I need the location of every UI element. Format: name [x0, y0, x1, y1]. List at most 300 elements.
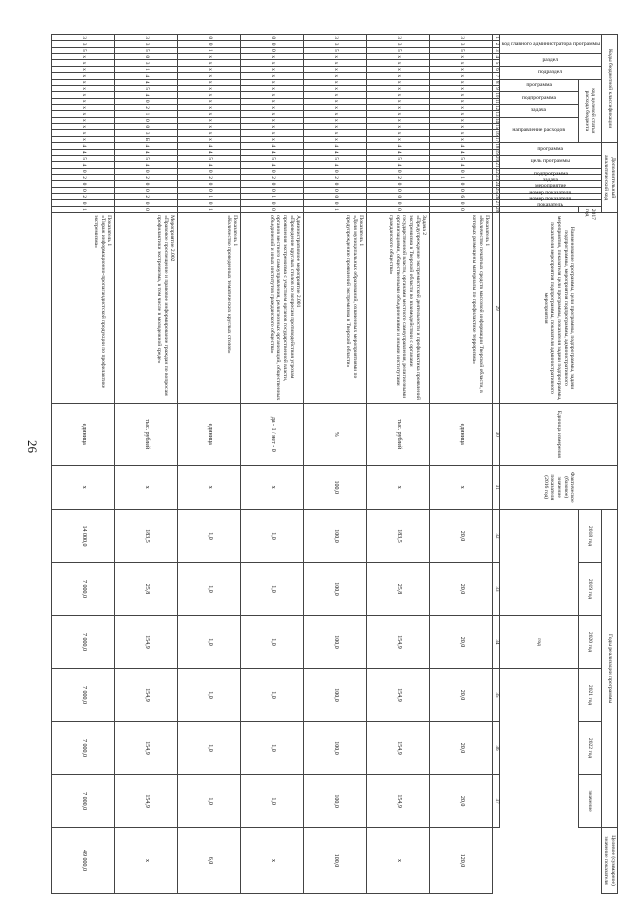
code-cell: 4 [430, 149, 493, 155]
code-cell: х [241, 111, 304, 117]
code-cell: х [52, 98, 115, 104]
column-number: 31 [493, 465, 500, 510]
code-cell: 0 [304, 187, 367, 193]
row-unit: единица [430, 404, 493, 465]
column-number: 19 [494, 149, 500, 155]
value-2018: 1,0 [241, 563, 304, 616]
column-number: 6 [494, 68, 500, 71]
code-cell: 0 [115, 206, 178, 212]
column-number: 9 [494, 87, 500, 90]
code-cell: 4 [367, 162, 430, 168]
code-cell: 3 [304, 41, 367, 47]
value-2017: 14 000,0 [52, 510, 115, 563]
code-cell: 0 [178, 181, 241, 187]
y2022-header: 2022 год [578, 722, 601, 775]
y2021-header: 2021 год [578, 669, 601, 722]
code-cell: х [178, 136, 241, 142]
code-cell: х [241, 92, 304, 98]
code-cell: х [304, 111, 367, 117]
code-cell: 5 [52, 47, 115, 53]
row-target: х [115, 828, 178, 894]
code-cell: 4 [115, 79, 178, 85]
column-number: 34 [493, 616, 500, 669]
table-row [241, 35, 304, 894]
code-cell: х [304, 73, 367, 79]
value-2022: 154,9 [115, 775, 178, 828]
column-number: 11 [494, 98, 500, 104]
column-number: 21 [494, 162, 500, 168]
subsection-header: подраздел [538, 69, 563, 76]
row-target: 100,0 [304, 828, 367, 894]
event-direction-header: направление расходов [512, 126, 566, 133]
code-cell: х [178, 79, 241, 85]
code-cell: х [304, 66, 367, 72]
code-cell: 0 [52, 187, 115, 193]
code-cell: 1 [304, 206, 367, 212]
code-cell: 0 [430, 187, 493, 193]
value-2020: 7 000,0 [52, 669, 115, 722]
row-fact: 100,0 [304, 465, 367, 510]
code-cell: х [304, 54, 367, 60]
code-cell: х [178, 104, 241, 110]
column-number: 26 [494, 194, 500, 200]
code-cell: х [52, 85, 115, 91]
code-cell: х [52, 54, 115, 60]
task-header: задача [531, 107, 547, 114]
table-row [367, 35, 430, 894]
code-cell: х [241, 66, 304, 72]
table-row [304, 35, 367, 894]
column-number: 37 [493, 775, 500, 828]
program-header: программа [537, 145, 564, 152]
value-2018: 25,8 [367, 563, 430, 616]
code-cell: х [430, 54, 493, 60]
code-cell: 0 [430, 181, 493, 187]
value-2019: 1,0 [241, 616, 304, 669]
code-cell: х [430, 92, 493, 98]
value-2021: 100,0 [304, 722, 367, 775]
value-2022: 1,0 [241, 775, 304, 828]
years-header: Годы реализации программы [601, 510, 617, 828]
column-number: 2 [494, 42, 500, 46]
code-cell: 0 [115, 181, 178, 187]
code-cell: х [367, 104, 430, 110]
row-target: 6,0 [178, 828, 241, 894]
code-cell: 0 [367, 206, 430, 212]
code-cell: 0 [115, 200, 178, 206]
code-cell: 1 [115, 111, 178, 117]
code-cell: 6 [430, 194, 493, 200]
code-cell: 4 [115, 143, 178, 149]
code-cell: х [52, 60, 115, 66]
code-cell: 3 [52, 41, 115, 47]
code-cell: 1 [430, 174, 493, 180]
column-number: 5 [494, 61, 500, 65]
row-unit: % [304, 404, 367, 465]
code-cell: 3 [430, 41, 493, 47]
code-cell: 1 [52, 206, 115, 212]
code-cell: 0 [241, 206, 304, 212]
code-cell: 3 [52, 35, 115, 41]
code-cell: 0 [430, 168, 493, 174]
code-cell: х [304, 117, 367, 123]
year-header: год [500, 616, 578, 669]
event-col-header: мероприятие [535, 183, 566, 190]
code-cell: 5 [367, 155, 430, 161]
code-cell: 2 [52, 194, 115, 200]
code-cell: х [430, 111, 493, 117]
code-cell: 5 [178, 155, 241, 161]
value-2017: 100,0 [304, 510, 367, 563]
code-cell: х [367, 92, 430, 98]
column-number: 10 [494, 92, 500, 98]
row-fact: х [178, 465, 241, 510]
row-name: Задача 2 «Предупреждение экстремистской деятельности и профилактика проявлений экстремизма в Тверской области во взаимодействии с органами государственной власти, органами местного самоуправления, религиозными организациями, общественными объединениями и иными институтами гражданского общества» [367, 213, 430, 404]
name-header: Наименование программы, цели программы, подпрограммы, задачи подпрограммы, мероприятия подпрограммы, административного мероприятия, показателя цели программы, показателя задачи подпрограммы, показателя мероприятия подпрограммы, показателя административного мероприятия [500, 213, 618, 404]
code-cell: 0 [115, 124, 178, 130]
row-target: х [241, 828, 304, 894]
code-cell: 2 [367, 174, 430, 180]
code-cell: х [241, 98, 304, 104]
code-cell: 4 [115, 73, 178, 79]
value-2020: 100,0 [304, 669, 367, 722]
column-number: 23 [494, 175, 500, 181]
value-2021: 154,9 [367, 722, 430, 775]
value-2019: 154,9 [115, 616, 178, 669]
code-cell: 4 [115, 149, 178, 155]
value-2018: 25,8 [115, 563, 178, 616]
section-header: раздел [542, 56, 559, 63]
code-cell: х [430, 104, 493, 110]
subprogram-header: программа [526, 82, 552, 89]
code-cell: х [52, 117, 115, 123]
code-cell: 4 [304, 149, 367, 155]
code-cell: х [430, 60, 493, 66]
column-number: 33 [493, 563, 500, 616]
code-cell: х [430, 66, 493, 72]
code-cell: х [430, 117, 493, 123]
code-cell: 0 [367, 168, 430, 174]
row-unit: единица [178, 404, 241, 465]
column-number: 28 [494, 206, 500, 212]
value-2020: 154,9 [115, 669, 178, 722]
code-cell: 0 [241, 41, 304, 47]
indicator-type-header: показатель [537, 202, 564, 209]
code-cell: 0 [178, 41, 241, 47]
value-2021: 1,0 [178, 722, 241, 775]
code-cell: 0 [115, 117, 178, 123]
code-cell: 5 [241, 155, 304, 161]
code-cell: 4 [241, 149, 304, 155]
code-cell: х [304, 130, 367, 136]
y2020-header: 2020 год [578, 616, 601, 669]
row-target: 120,0 [430, 828, 493, 894]
budget-class-header: Коды бюджетной классификации [601, 35, 617, 143]
rotated-table-wrapper [80, 34, 618, 894]
program-table [51, 34, 618, 894]
value-2017: 20,0 [430, 510, 493, 563]
table-row [430, 35, 493, 894]
row-fact: х [241, 465, 304, 510]
code-cell: 0 [304, 200, 367, 206]
value-2018: 7 000,0 [52, 563, 115, 616]
expense-class-header: код целевой статьи расхода бюджета [578, 79, 601, 143]
value-2020: 154,9 [367, 669, 430, 722]
code-cell: 0 [430, 200, 493, 206]
code-cell: 4 [304, 143, 367, 149]
code-cell: х [241, 79, 304, 85]
code-cell: 3 [115, 60, 178, 66]
code-cell: 0 [115, 54, 178, 60]
code-cell: х [52, 124, 115, 130]
column-number: 16 [494, 130, 500, 136]
code-cell: х [304, 124, 367, 130]
code-cell: х [241, 124, 304, 130]
row-unit: тыс. рублей [115, 404, 178, 465]
code-cell: 0 [178, 35, 241, 41]
code-cell: х [241, 117, 304, 123]
value-2018: 20,0 [430, 563, 493, 616]
column-number: 35 [493, 669, 500, 722]
code-cell: х [430, 73, 493, 79]
row-target: х [367, 828, 430, 894]
value-2017: 183,5 [367, 510, 430, 563]
value-2020: 1,0 [241, 669, 304, 722]
column-number: 30 [493, 404, 500, 465]
code-cell: х [52, 136, 115, 142]
code-cell: х [52, 104, 115, 110]
code-cell: 2 [115, 104, 178, 110]
value-2021: 154,9 [115, 722, 178, 775]
target-header: Целевое (суммарное) значение показателя [601, 828, 617, 894]
subprogram-col-header: подпрограмма [533, 170, 568, 177]
value-header: значение [578, 775, 601, 828]
row-name: Показатель 1 «Количество проведенных тематических круглых столов» [178, 213, 241, 404]
code-cell: х [178, 60, 241, 66]
row-name: Административное мероприятие 2.001 «Проведение круглых столов по вопросам противодействия угрозам проявления экстремизма с участием органов государственной власти, органов местного самоуправления, религиозных организаций, общественных объединений и иных институтов гражданского общества» [241, 213, 304, 404]
column-number: 32 [493, 510, 500, 563]
code-cell: 4 [178, 143, 241, 149]
y2017-header: 2017 год [578, 206, 601, 212]
code-cell: 5 [430, 155, 493, 161]
row-name: Мероприятие 2.002 «Правовое просвещение и правовое информирование граждан по вопросам профилактики экстремизма, в том числе в молодежной среде» [115, 213, 178, 404]
column-number: 27 [494, 200, 500, 206]
value-2017: 1,0 [178, 510, 241, 563]
column-number: 20 [494, 156, 500, 162]
code-cell: х [304, 98, 367, 104]
code-cell: х [367, 73, 430, 79]
code-cell: х [178, 98, 241, 104]
column-number: 24 [494, 181, 500, 187]
code-cell: 4 [304, 162, 367, 168]
code-cell: Б [115, 136, 178, 142]
code-cell: х [52, 92, 115, 98]
code-cell: х [304, 136, 367, 142]
code-cell: х [241, 104, 304, 110]
column-number: 29 [493, 213, 500, 404]
code-cell: х [52, 66, 115, 72]
code-cell: 0 [52, 181, 115, 187]
table-row [178, 35, 241, 894]
code-cell: х [367, 54, 430, 60]
code-cell: 3 [115, 130, 178, 136]
table-body [52, 35, 493, 894]
value-2018: 1,0 [178, 563, 241, 616]
code-cell: 4 [115, 162, 178, 168]
code-cell: 1 [115, 66, 178, 72]
unit-header: Единица измерения [500, 404, 618, 465]
code-cell: х [178, 117, 241, 123]
code-cell: 0 [241, 47, 304, 53]
value-2018: 100,0 [304, 563, 367, 616]
code-cell: 0 [241, 187, 304, 193]
code-cell: х [241, 73, 304, 79]
admin-code-header: код главного администратора программы [501, 40, 600, 47]
column-number: 22 [494, 168, 500, 174]
code-cell: х [241, 85, 304, 91]
code-cell: 0 [241, 200, 304, 206]
event-number-header: номер показателя [529, 189, 572, 196]
code-cell: 0 [52, 168, 115, 174]
code-cell: 5 [304, 47, 367, 53]
code-cell: 0 [367, 194, 430, 200]
task-col-header: задача [542, 176, 559, 183]
page-number: 26 [25, 440, 40, 453]
code-cell: х [367, 136, 430, 142]
value-2019: 7 000,0 [52, 616, 115, 669]
value-2017: 1,0 [241, 510, 304, 563]
value-2020: 20,0 [430, 669, 493, 722]
table-row [115, 35, 178, 894]
code-cell: 0 [52, 200, 115, 206]
row-name: Показатель 1 «Тираж информационно-пропагандистской продукции по профилактике экстремизма» [52, 213, 115, 404]
code-cell: х [178, 124, 241, 130]
code-cell: 0 [304, 181, 367, 187]
code-cell: 3 [304, 35, 367, 41]
code-cell: х [367, 98, 430, 104]
value-2019: 154,9 [367, 616, 430, 669]
code-cell: х [241, 136, 304, 142]
code-cell: 0 [367, 200, 430, 206]
subprogram-header-2: подпрограмма [521, 94, 557, 101]
row-fact: х [367, 465, 430, 510]
code-cell: 1 [178, 194, 241, 200]
code-cell: х [367, 66, 430, 72]
code-cell: х [430, 130, 493, 136]
column-number: 1 [494, 36, 500, 39]
code-cell: х [178, 111, 241, 117]
code-cell: 4 [178, 162, 241, 168]
code-cell: 4 [115, 92, 178, 98]
code-cell: х [430, 136, 493, 142]
code-cell: х [178, 66, 241, 72]
code-cell: х [367, 79, 430, 85]
code-cell: 4 [52, 143, 115, 149]
code-cell: 0 [178, 168, 241, 174]
code-cell: 3 [367, 41, 430, 47]
code-cell: 0 [115, 98, 178, 104]
code-cell: 5 [52, 155, 115, 161]
code-cell: 0 [304, 194, 367, 200]
code-cell: 0 [115, 187, 178, 193]
code-cell: х [367, 124, 430, 130]
code-cell: 3 [115, 41, 178, 47]
column-number: 15 [494, 124, 500, 130]
code-cell: х [304, 104, 367, 110]
code-cell: 5 [304, 155, 367, 161]
column-number: 17 [494, 136, 500, 142]
column-number: 13 [494, 111, 500, 117]
code-cell: х [430, 85, 493, 91]
code-cell: 4 [430, 162, 493, 168]
code-cell: х [241, 54, 304, 60]
program-goal-header: цель программы [530, 158, 571, 165]
document-sheet [80, 34, 618, 894]
code-cell: 0 [241, 181, 304, 187]
fact-header: Фактическое (базовое) значение показателя (2016 год) [500, 465, 618, 510]
code-cell: 0 [367, 187, 430, 193]
code-cell: 4 [430, 143, 493, 149]
extra-analytic-header: Дополнительный аналитический код [601, 143, 617, 213]
column-number: 18 [494, 143, 500, 149]
code-cell: 2 [178, 174, 241, 180]
code-cell: 0 [304, 168, 367, 174]
code-cell: х [178, 73, 241, 79]
row-target: 49 000,0 [52, 828, 115, 894]
code-cell: 2 [115, 174, 178, 180]
row-name: Показатель 1 «Количество печатных средств массовой информации Тверской области, в которых размещены материалы по профилактике терроризма» [430, 213, 493, 404]
value-2019: 20,0 [430, 616, 493, 669]
value-2022: 20,0 [430, 775, 493, 828]
value-2019: 1,0 [178, 616, 241, 669]
code-cell: 0 [241, 35, 304, 41]
code-cell: х [178, 130, 241, 136]
table-row [52, 35, 115, 894]
code-cell: 0 [367, 181, 430, 187]
value-2019: 100,0 [304, 616, 367, 669]
value-2017: 183,5 [115, 510, 178, 563]
code-cell: 2 [304, 174, 367, 180]
code-cell: 3 [367, 35, 430, 41]
code-cell: 4 [241, 143, 304, 149]
code-cell: 0 [178, 187, 241, 193]
code-cell: 2 [241, 174, 304, 180]
y2018-header: 2018 год [578, 510, 601, 563]
row-fact: х [430, 465, 493, 510]
code-cell: х [178, 54, 241, 60]
column-number: 4 [494, 55, 500, 58]
row-unit: единица [52, 404, 115, 465]
code-cell: х [304, 79, 367, 85]
code-cell: х [178, 85, 241, 91]
code-cell: х [367, 130, 430, 136]
value-2022: 154,9 [367, 775, 430, 828]
row-name: Показатель 1 «Доля муниципальных образований, охваченных мероприятиями по предупреждению проявлений экстремизма в Тверской области» [304, 213, 367, 404]
code-cell: х [367, 85, 430, 91]
value-2022: 7 000,0 [52, 775, 115, 828]
code-cell: х [52, 79, 115, 85]
code-cell: х [52, 73, 115, 79]
y2019-header: 2019 год [578, 563, 601, 616]
column-number: 12 [494, 105, 500, 111]
value-2020: 1,0 [178, 669, 241, 722]
code-cell: 0 [241, 168, 304, 174]
code-cell: х [367, 60, 430, 66]
code-cell: 0 [178, 200, 241, 206]
column-number: 8 [494, 80, 500, 84]
column-numbers-row [493, 35, 500, 894]
code-cell: х [52, 130, 115, 136]
